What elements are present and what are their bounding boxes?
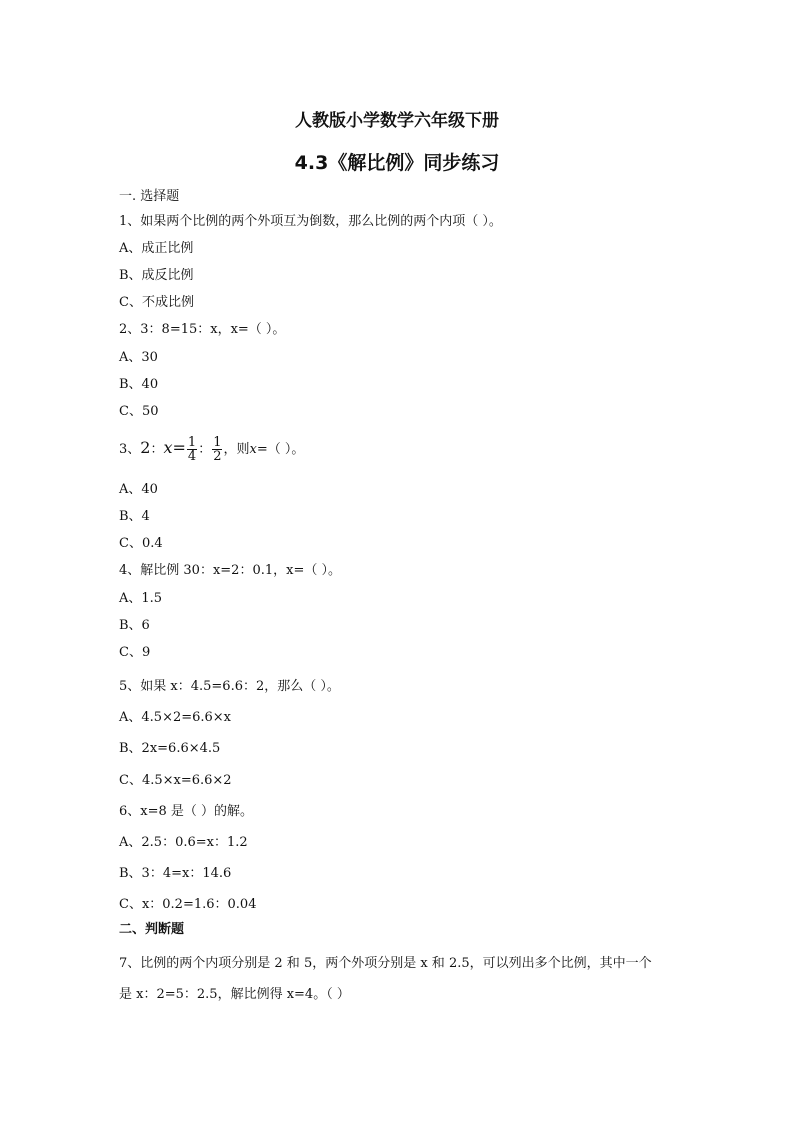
question-5-stem: 5、如果 x：4.5=6.6：2，那么（ ）。	[119, 679, 340, 694]
page-title: 人教版小学数学六年级下册	[295, 111, 499, 131]
question-4-option-a: A、1.5	[119, 591, 163, 606]
question-5-option-a: A、4.5×2=6.6×x	[119, 710, 232, 725]
question-3-option-b: B、4	[119, 509, 150, 524]
fraction-2-numerator: 1	[213, 435, 222, 450]
question-3-option-c: C、0.4	[119, 536, 163, 551]
page-subtitle: 4.3《解比例》同步练习	[294, 152, 500, 174]
question-6-option-b: B、3：4=x：14.6	[119, 866, 232, 881]
section-heading-choice: 一. 选择题	[119, 189, 180, 204]
question-3-prefix: 3、	[119, 442, 141, 457]
fraction-1-numerator: 1	[187, 435, 197, 450]
question-3-x2: x	[249, 442, 257, 457]
question-6-option-c: C、x：0.2=1.6：0.04	[119, 897, 257, 912]
question-4-stem: 4、解比例 30：x=2：0.1，x=（ ）。	[119, 563, 341, 578]
question-3-two: 2	[140, 438, 151, 457]
question-3-mid-colon: ：	[198, 442, 212, 457]
question-7-line-1: 7、比例的两个内项分别是 2 和 5，两个外项分别是 x 和 2.5，可以列出多个比例，其中一个	[119, 956, 652, 971]
question-2-option-c: C、50	[119, 404, 159, 419]
question-2-stem: 2、3：8=15：x，x=（ ）。	[119, 322, 286, 337]
fraction-2-denominator: 2	[213, 449, 222, 464]
question-3-x: x	[163, 438, 173, 457]
question-1-option-c: C、不成比例	[119, 295, 194, 310]
question-2-option-b: B、40	[119, 377, 159, 392]
question-3-equals: =	[172, 438, 186, 457]
question-3-tail: =（ ）。	[256, 442, 305, 457]
question-1-option-a: A、成正比例	[119, 241, 194, 256]
question-6-option-a: A、2.5：0.6=x：1.2	[119, 835, 248, 850]
question-3-option-a: A、40	[119, 482, 158, 497]
question-1-stem: 1、如果两个比例的两个外项互为倒数，那么比例的两个内项（ ）。	[119, 214, 502, 229]
question-3-stem	[119, 430, 304, 468]
question-5-option-c: C、4.5×x=6.6×2	[119, 773, 232, 788]
question-4-option-b: B、6	[119, 618, 150, 633]
question-6-stem: 6、x=8 是（ ）的解。	[119, 804, 254, 819]
question-4-option-c: C、9	[119, 645, 151, 660]
fraction-one-half	[212, 436, 222, 463]
question-7-line-2: 是 x：2=5：2.5，解比例得 x=4。（ ）	[119, 987, 350, 1002]
question-5-option-b: B、2x=6.6×4.5	[119, 741, 221, 756]
section-heading-judge: 二、判断题	[119, 922, 185, 937]
question-1-option-b: B、成反比例	[119, 268, 194, 283]
question-3-colon: ：	[150, 442, 164, 457]
fraction-one-quarter	[187, 436, 197, 463]
fraction-1-denominator: 4	[187, 449, 197, 464]
question-3-then: ，则	[223, 442, 250, 457]
question-2-option-a: A、30	[119, 350, 158, 365]
